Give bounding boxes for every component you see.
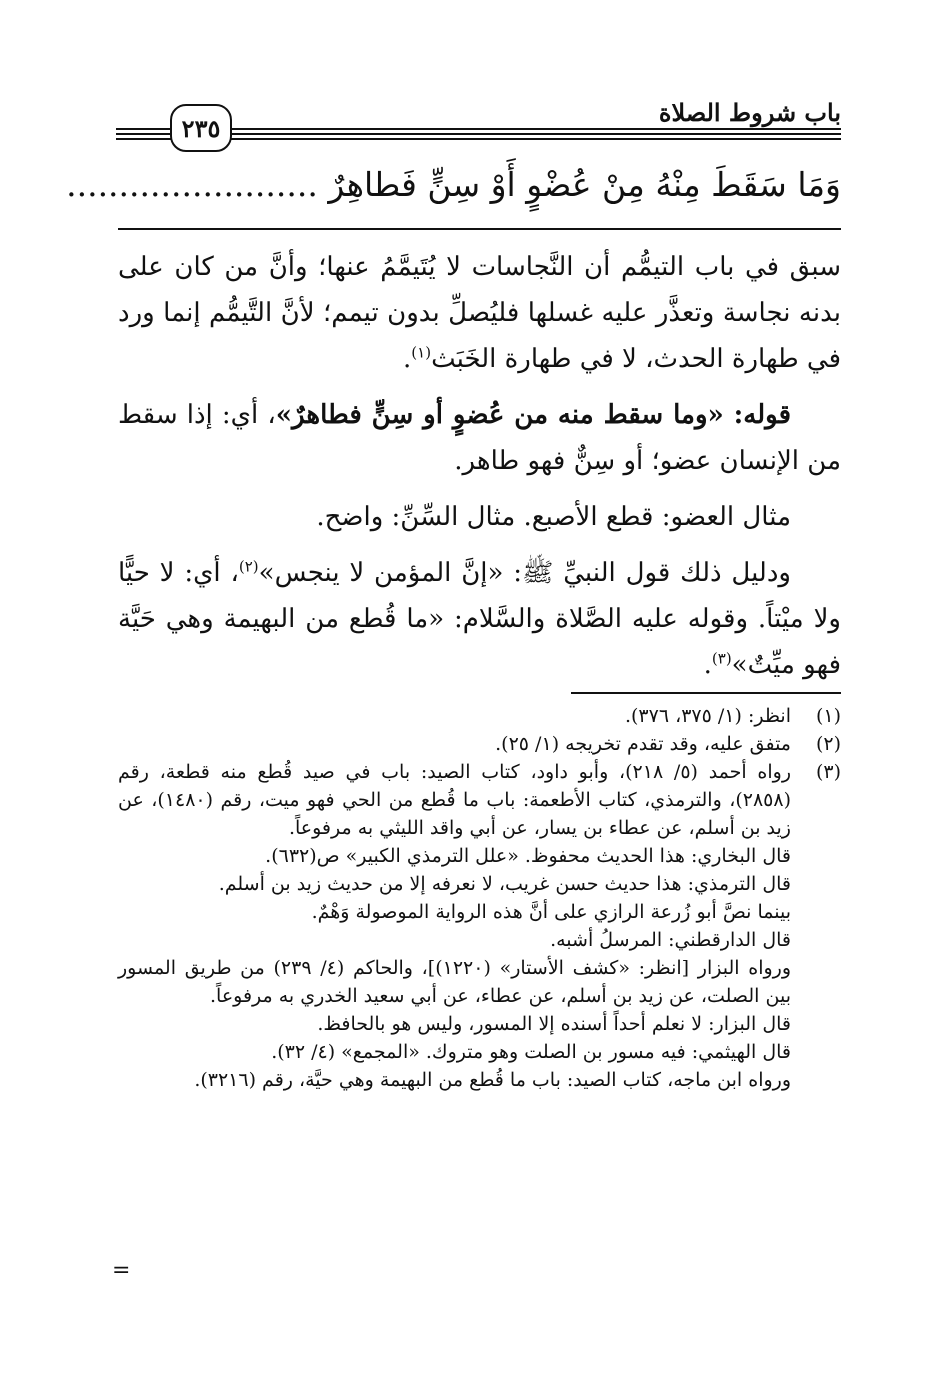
body-text: [118, 244, 841, 698]
footnote-line: انظر: (١/ ٣٧٥، ٣٧٦).: [624, 705, 791, 727]
footnote-line: قال الدارقطني: المرسلُ أشبه.: [550, 929, 791, 951]
footnote-line: قال البخاري: هذا الحديث محفوظ. «علل الترمذي الكبير» ص(٦٣٢).: [265, 845, 791, 867]
qawluhu-quote: قوله: «وما سقط منه من عُضوٍ أو سِنٍّ فطاهرٌ»: [275, 400, 791, 430]
footnote-line: متفق عليه، وقد تقدم تخريجه (١/ ٢٥).: [495, 733, 791, 755]
footnote-number: (٣): [815, 761, 841, 783]
footnote-line: قال الترمذي: هذا حديث حسن غريب، لا نعرفه إلا من حديث زيد بن أسلم.: [218, 873, 791, 895]
running-head: باب شروط الصلاة: [658, 98, 841, 127]
matn-line: [66, 160, 841, 210]
footnote-3: [118, 758, 841, 1094]
paragraph-4: ودليل ذلك قول النبيِّ ﷺ: «إنَّ المؤمن لا ينجس»$^{(٢)}$، أي: لا حيًّا ولا ميْتاً. وقوله عليه الصَّلاة والسَّلام: «ما قُطع من البهيمة وهي حَيَّة فهو ميِّتٌ»$^{(٣)}$.: [118, 557, 841, 680]
footnote-ref-1: (١): [411, 343, 432, 362]
footnote-1: [118, 702, 841, 730]
footnote-2: [118, 730, 841, 758]
footnote-line: بينما نصَّ أبو زُرعة الرازي على أنَّ هذه الرواية الموصولة وَهْمٌ.: [311, 901, 791, 923]
page-number: ٢٣٥: [170, 104, 232, 152]
paragraph-1: سبق في باب التيمُّم أن النَّجاسات لا يُتَيمَّمُ عنها؛ وأنَّ من كان على بدنه نجاسة وتعذَّر عليه غسلها فليُصلِّ بدون تيمم؛ لأنَّ التَّيمُّم إنما ورد في طهارة الحدث، لا في طهارة الخَبَث$^{(١)}$.: [118, 252, 841, 374]
footnote-ref-2: (٢): [238, 557, 259, 576]
footnote-number: (٢): [815, 733, 841, 755]
footnote-line: رواه أحمد (٥/ ٢١٨)، وأبو داود، كتاب الصيد: باب في صيد قُطع منه قطعة، رقم (٢٨٥٨)، والترمذي، كتاب الأطعمة: باب ما قُطع من الحي فهو ميت، رقم (١٤٨٠)، عن زيد بن أسلم، عن عطاء بن يسار، عن أبي واقد الليثي به مرفوعاً.: [118, 761, 792, 839]
footnote-number: (١): [815, 705, 841, 727]
continues-mark: =: [112, 1258, 131, 1283]
footnote-line: قال البزار: لا نعلم أحداً أسنده إلا المسور، وليس هو بالحافظ.: [317, 1013, 791, 1035]
footnote-line: قال الهيثمي: فيه مسور بن الصلت وهو متروك. «المجمع» (٤/ ٣٢).: [271, 1041, 791, 1063]
paragraph-3: مثال العضو: قطع الأصبع. مثال السِّنِّ: واضح.: [316, 502, 791, 532]
footnote-ref-3: (٣): [711, 649, 732, 668]
footnote-line: ورواه البزار [انظر: «كشف الأستار» (١٢٢٠)]، والحاكم (٤/ ٢٣٩) من طريق المسور بين الصلت، عن زيد بن أسلم، عن عطاء، عن أبي سعيد الخدري به مرفوعاً.: [118, 957, 792, 1007]
matn-rule: [118, 228, 841, 230]
footnote-line: ورواه ابن ماجه، كتاب الصيد: باب ما قُطع من البهيمة وهي حيَّة، رقم (٣٢١٦).: [194, 1069, 791, 1091]
matn-text: وَمَا سَقَطَ مِنْهُ مِنْ عُضْوٍ أَوْ سِنٍّ فَطاهِرٌ: [328, 165, 841, 204]
matn-dots: ........................: [66, 165, 318, 204]
paragraph-2: قوله: «وما سقط منه من عُضوٍ أو سِنٍّ فطاهرٌ»، أي: إذا سقط من الإنسان عضو؛ أو سِنٌّ فهو طاهر.: [118, 400, 841, 476]
footnote-rule: [571, 692, 841, 694]
footnotes: [118, 702, 841, 1094]
